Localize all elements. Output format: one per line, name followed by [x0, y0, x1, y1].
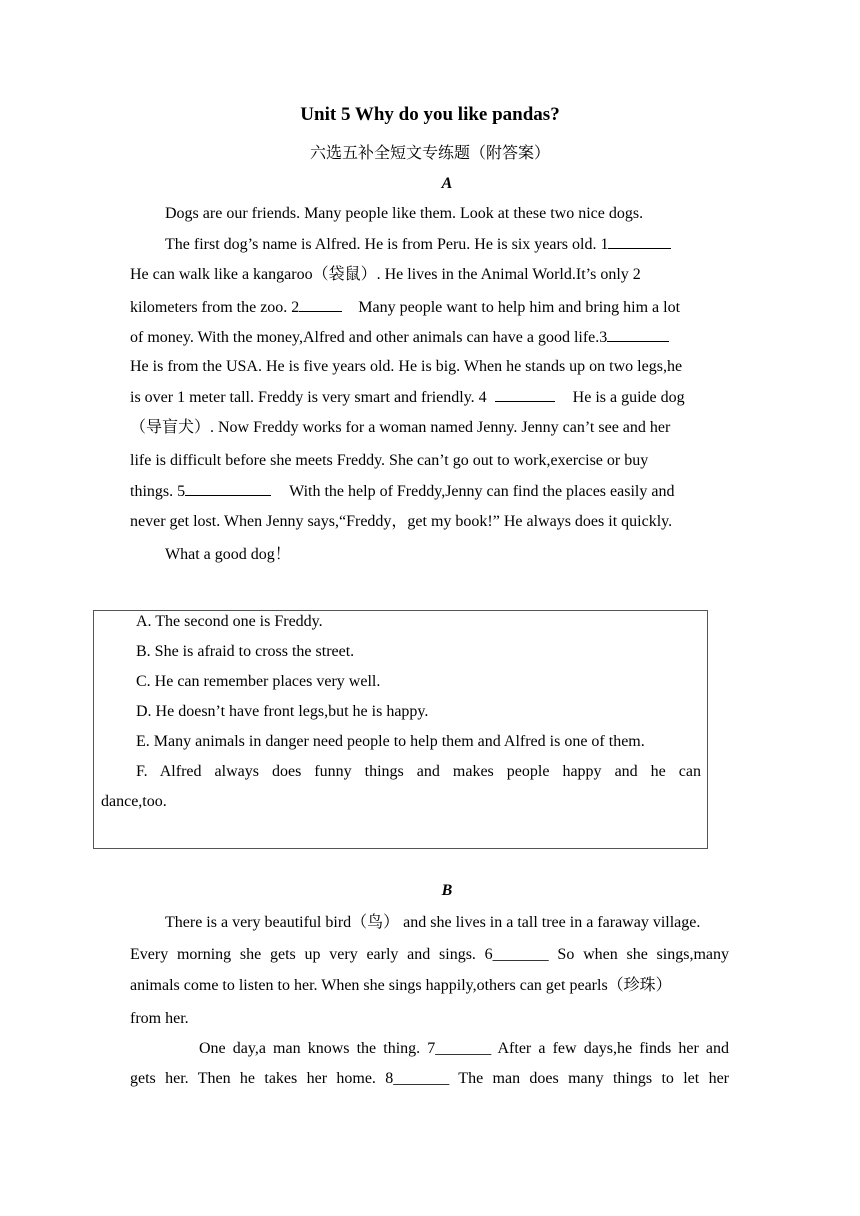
passage-a-line-4-text: kilometers from the zoo. 2 [130, 299, 300, 316]
option-f-cont: dance,too. [101, 793, 167, 810]
passage-a-line-6: He is from the USA. He is five years old. He is big. When he stands up on two legs,he [130, 358, 683, 375]
blank-5 [185, 481, 271, 496]
passage-b-line-5: One day,a man knows the thing. 7_______ After a few days,he finds her and [199, 1040, 729, 1057]
passage-a-line-3: He can walk like a kangaroo（袋鼠）. He lives in the Animal World.It’s only 2 [130, 266, 641, 283]
passage-a-line-10-text-b: With the help of Freddy,Jenny can find the places easily and [289, 483, 675, 500]
option-b: B. She is afraid to cross the street. [136, 643, 355, 660]
option-f: F. Alfred always does funny things and makes people happy and he can [136, 763, 701, 780]
blank-3 [607, 327, 669, 342]
passage-a-line-5 [130, 327, 669, 348]
option-e: E. Many animals in danger need people to help them and Alfred is one of them. [136, 733, 645, 750]
passage-b-line-1: There is a very beautiful bird（鸟） and she lives in a tall tree in a faraway village. [165, 914, 701, 931]
passage-a-line-2 [165, 234, 671, 255]
passage-a-line-7-text-b: He is a guide dog [572, 389, 685, 406]
blank-2 [299, 297, 342, 312]
passage-a-line-4 [130, 297, 680, 318]
passage-a-line-7-text: is over 1 meter tall. Freddy is very smart and friendly. 4 [130, 389, 487, 406]
section-b-label: B [441, 882, 453, 899]
blank-1 [608, 234, 671, 249]
passage-a-line-1: Dogs are our friends. Many people like them. Look at these two nice dogs. [165, 205, 644, 222]
passage-a-line-5-text: of money. With the money,Alfred and other animals can have a good life.3 [130, 329, 608, 346]
blank-4 [495, 387, 555, 402]
passage-b-line-2: Every morning she gets up very early and sings. 6_______ So when she sings,many [130, 946, 729, 963]
passage-a-line-12: What a good dog！ [165, 546, 291, 563]
option-a: A. The second one is Freddy. [136, 613, 323, 630]
passage-a-line-8: （导盲犬）. Now Freddy works for a woman named Jenny. Jenny can’t see and her [130, 419, 671, 436]
passage-a-line-4-text-b: Many people want to help him and bring him a lot [358, 299, 681, 316]
passage-a-line-9: life is difficult before she meets Freddy. She can’t go out to work,exercise or buy [130, 452, 649, 469]
passage-b-line-6: gets her. Then he takes her home. 8_______ The man does many things to let her [130, 1070, 729, 1087]
page-subtitle: 六选五补全短文专练题（附答案） [309, 143, 550, 162]
passage-b-line-4: from her. [130, 1010, 189, 1027]
option-c: C. He can remember places very well. [136, 673, 381, 690]
passage-a-line-10-text: things. 5 [130, 483, 186, 500]
option-d: D. He doesn’t have front legs,but he is happy. [136, 703, 429, 720]
passage-a-line-10 [130, 481, 674, 502]
passage-a-line-2-text: The first dog’s name is Alfred. He is from Peru. He is six years old. 1 [165, 236, 609, 253]
passage-b-line-3: animals come to listen to her. When she sings happily,others can get pearls（珍珠） [130, 977, 672, 994]
passage-a-line-11: never get lost. When Jenny says,“Freddy，get my book!” He always does it quickly. [130, 513, 673, 530]
page-title: Unit 5 Why do you like pandas? [300, 104, 560, 125]
section-a-label: A [441, 175, 453, 192]
passage-a-line-7 [130, 387, 685, 408]
